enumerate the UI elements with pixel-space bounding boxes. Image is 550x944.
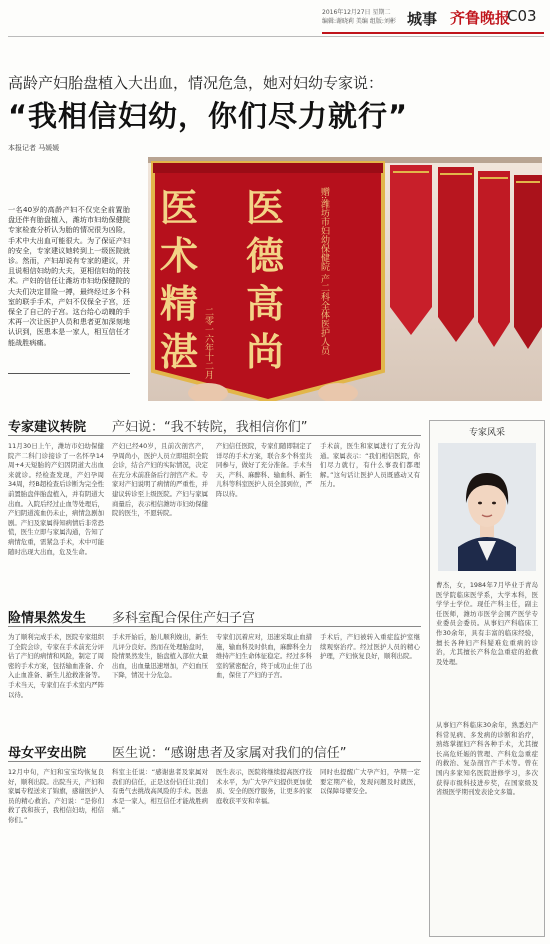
lead-paragraph: 一名40岁的高龄产妇不仅完全前置胎盘还伴有胎盘植入，潍坊市妇幼保健院专家检查分析认为胎的情况很为凶险，手术中大出血可能很大。为了保证产妇的安全，专家建议她转到上一级医院就诊。然而，产妇却说有专家的建议，并且说相信妇幼的大夫，更相信妇幼的技术。产妇的信任让潍坊市妇幼保健院的大夫们决定冒险一搏，最终经过多个科室的联手手术，产妇不仅保全子宫，还保全了自己的子宫。这台给心动魄的手术再一次让医护人员和患者更加深刻地认识到，医患本是一家人，相互信任才能战胜病痛。 [8, 205, 130, 347]
header-meta [322, 8, 402, 26]
expert-sidebar [429, 420, 545, 937]
sidebar-title: 专家风采 [468, 428, 505, 438]
header-rule [322, 32, 544, 34]
header-thin-rule [8, 36, 544, 37]
article-column: 科室主任说：“感谢患者及家属对我们的信任，正是这份信任让我们有勇气去挑战高风险的手术。医患本是一家人，相互信任才能战胜病痛。” [112, 768, 208, 815]
section-title: 险情果然发生 [8, 611, 87, 626]
banner-date: 二零一六年十二月 [203, 307, 213, 379]
article-column: 产妇信任医院，专家们随即制定了详尽的手术方案，联合多个科室共同参与，做好了充分准备。手术当天，产科、麻醉科、输血科、新生儿科等科室医护人员全部到位，严阵以待。 [216, 442, 312, 498]
banner-char: 精 [160, 281, 199, 326]
article-kicker: 高龄产妇胎盘植入大出血，情况危急，她对妇幼专家说： [8, 74, 384, 92]
page-number: C03 [507, 7, 537, 25]
editors-line: 编辑:谢晓莉 美编 组版:刘彬 [322, 18, 396, 25]
banner-char: 德 [246, 233, 285, 278]
section-subtitle: 医生说：“感谢患者及家属对我们的信任” [112, 746, 347, 761]
banner-char: 尚 [246, 329, 285, 374]
section-subtitle: 产妇说：“我不转院，我相信你们” [112, 420, 308, 435]
expert-portrait [438, 443, 536, 571]
banner-photo-graphic [148, 157, 542, 401]
article-headline: “我相信妇幼，你们尽力就行” [8, 99, 409, 133]
expert-bio-continued: 从事妇产科临床30余年，熟悉妇产科常见病、多发病的诊断和治疗，熟练掌握妇产科各种手术，尤其擅长高危妊娠的管理、产科危急重症的救治、复杂剖宫产手术等。曾在国内多家知名医院进修学习，多次获得市级科技进步奖，在国家级及省级医学期刊发表论文多篇。 [436, 721, 538, 797]
article-column: 专家们沉着应对，迅速采取止血措施，输血科及时供血，麻醉科全力维持产妇生命体征稳定。经过多科室的紧密配合，终于成功止住了出血，保住了产妇的子宫。 [216, 633, 312, 680]
section-rule [8, 626, 421, 627]
section-name: 城事 [407, 10, 438, 28]
news-photo-banners [148, 157, 542, 401]
article-column: 医生表示，医院将继续提高医疗技术水平，为广大孕产妇提供更加优质、安全的医疗服务，让更多的家庭收获平安和幸福。 [216, 768, 312, 805]
byline: 本报记者 马媛媛 [8, 144, 60, 152]
section-subtitle: 多科室配合保住产妇子宫 [112, 611, 256, 626]
banner-char: 高 [246, 281, 285, 326]
issue-date: 2016年12月27日 星期二 [322, 9, 391, 16]
article-column: 手术前，医生和家属进行了充分沟通。家属表示：“我们相信医院，你们尽力就行，有什么事我们都理解。”这句话让医护人员既感动又有压力。 [320, 442, 420, 489]
banner-char: 医 [160, 185, 199, 230]
article-column: 12月中旬，产妇和宝宝均恢复良好，顺利出院。出院当天，产妇和家属专程送来了锦旗，感谢医护人员的精心救治。产妇说：“是你们救了我和孩子，我相信妇幼，相信你们。” [8, 768, 104, 824]
banner-char: 术 [160, 233, 199, 278]
article-column: 产妇已经40岁，且前次剖宫产，孕周尚小，医护人员立即组织全院会诊，结合产妇的实际情况，决定在充分术前准备后行剖宫产术。专家对产妇说明了病情的严重性，并建议转诊至上级医院。产妇与家属商量后，表示相信潍坊市妇幼保健院的医生，不愿转院。 [112, 442, 208, 518]
section-rule [8, 761, 421, 762]
section-rule [8, 435, 421, 436]
portrait-graphic [438, 443, 536, 571]
banner-char: 医 [246, 185, 285, 230]
lead-divider [8, 373, 130, 374]
newspaper-logo: 齐鲁晚报 [450, 9, 511, 27]
article-column: 手术后，产妇被转入重症监护室继续观察治疗。经过医护人员的精心护理，产妇恢复良好，顺利出院。 [320, 633, 420, 661]
article-column: 为了顺利完成手术，医院专家组织了全院会诊，专家在手术前充分评估了产妇的病情和风险，制定了周密的手术方案，包括输血准备、介入止血准备、新生儿抢救准备等。手术当天，专家们在手术室内严阵以待。 [8, 633, 104, 699]
expert-bio: 曹杰，女，1984年7月毕业于青岛医学院临床医学系，大学本科，医学学士学位。现任产科主任，副主任医师，潍坊市医学会围产医学专业委员会委员。从事妇产科临床工作30余年，具有丰富的临床经验，擅长各种妇产科疑难危重病的诊治，尤其擅长产科危急重症的抢救及处理。 [436, 581, 538, 666]
banner-char: 湛 [160, 329, 199, 374]
section-title: 母女平安出院 [8, 746, 87, 761]
banner-dedication: 赠:潍坊市妇幼保健院 产二科全体医护人员 [319, 187, 329, 355]
article-column: 同时也提醒广大孕产妇，孕期一定要定期产检，发现问题及时就医，以保障母婴安全。 [320, 768, 420, 796]
section-title: 专家建议转院 [8, 420, 87, 435]
article-column: 11月30日上午，潍坊市妇幼保健院产二科门诊接诊了一名怀孕14周+4天短胎的产妇因阴道大出血来就诊。经检查发现，产妇孕周34周，经B超检查后诊断为完全性前置胎盘伴胎盘植入，并有阴道大出血。入院后经过止血等处理后，产妇阴道流血仍未止，病情急剧加剧。产妇及家属得知病情后非常恐慌，医生立即与家属沟通，告知了病情危重，需紧急手术，术中可能随时出现大出血，危及生命。 [8, 442, 104, 556]
article-column: 手术开始后，胎儿顺利娩出，新生儿评分良好。然而在处理胎盘时，险情果然发生，胎盘植入部位大量出血，出血量迅速增加，产妇血压下降，情况十分危急。 [112, 633, 208, 680]
